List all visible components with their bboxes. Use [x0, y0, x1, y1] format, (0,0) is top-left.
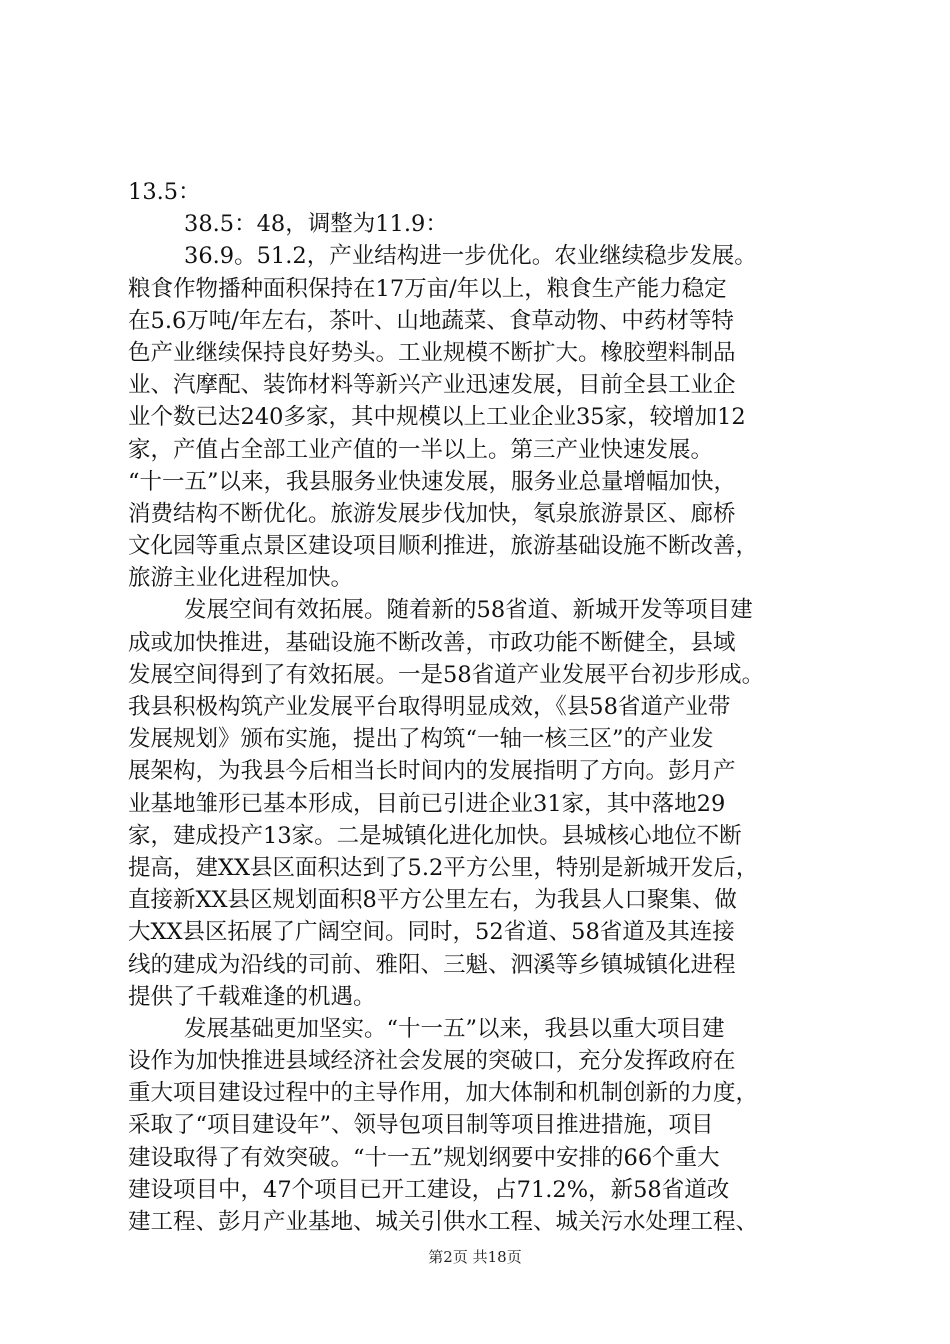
text-line: 大XX县区拓展了广阔空间。同时，52省道、58省道及其连接: [128, 919, 735, 946]
text-line: 发展基础更加坚实。“十一五”以来，我县以重大项目建: [184, 1015, 725, 1042]
text-line: 提供了千载难逢的机遇。: [128, 983, 376, 1010]
text-line: 设作为加快推进县域经济社会发展的突破口，充分发挥政府在: [128, 1048, 736, 1075]
text-line: 色产业继续保持良好势头。工业规模不断扩大。橡胶塑料制品: [128, 339, 736, 366]
text-line: 业、汽摩配、装饰材料等新兴产业迅速发展，目前全县工业企: [128, 372, 736, 399]
text-line: 旅游主业化进程加快。: [128, 565, 354, 592]
text-line: 我县积极构筑产业发展平台取得明显成效，《县58省道产业带: [128, 694, 731, 720]
text-line: 发展空间得到了有效拓展。一是58省道产业发展平台初步形成。: [128, 661, 765, 688]
text-line: 消费结构不断优化。旅游发展步伐加快，氡泉旅游景区、廊桥: [128, 500, 736, 527]
text-line: 线的建成为沿线的司前、雅阳、三魁、泗溪等乡镇城镇化进程: [128, 951, 736, 978]
text-line: 13.5：: [128, 179, 201, 205]
text-line: 38.5：48，调整为11.9：: [184, 211, 448, 238]
text-line: 文化园等重点景区建设项目顺利推进，旅游基础设施不断改善，: [128, 533, 759, 560]
text-line: 发展空间有效拓展。随着新的58省道、新城开发等项目建: [184, 597, 753, 624]
text-line: 粮食作物播种面积保持在17万亩/年以上，粮食生产能力稳定: [128, 275, 727, 302]
text-line: 建设项目中，47个项目已开工建设，占71.2%，新58省道改: [128, 1176, 730, 1203]
text-line: 36.9。51.2，产业结构进一步优化。农业继续稳步发展。: [184, 243, 757, 270]
text-line: 业基地雏形已基本形成，目前已引进企业31家，其中落地29: [128, 790, 726, 817]
text-line: 采取了“项目建设年”、领导包项目制等项目推进措施，项目: [128, 1112, 714, 1139]
text-line: 家，产值占全部工业产值的一半以上。第三产业快速发展。: [128, 436, 714, 463]
text-line: 家，建成投产13家。二是城镇化进化加快。县城核心地位不断: [128, 822, 742, 849]
text-line: 在5.6万吨/年左右，茶叶、山地蔬菜、食草动物、中药材等特: [128, 307, 734, 334]
text-line: 展架构，为我县今后相当长时间内的发展指明了方向。彭月产: [128, 758, 736, 785]
document-body: [128, 176, 840, 1238]
text-line: 发展规划》颁布实施，提出了构筑“一轴一核三区”的产业发: [128, 726, 714, 753]
text-line: 成或加快推进，基础设施不断改善，市政功能不断健全，县域: [128, 629, 736, 656]
text-line: 重大项目建设过程中的主导作用，加大体制和机制创新的力度，: [128, 1080, 759, 1107]
text-line: “十一五”以来，我县服务业快速发展，服务业总量增幅加快，: [128, 468, 737, 495]
text-line: 建设取得了有效突破。“十一五”规划纲要中安排的66个重大: [128, 1144, 720, 1171]
text-line: 直接新XX县区规划面积8平方公里左右，为我县人口聚集、做: [128, 887, 737, 914]
text-line: 建工程、彭月产业基地、城关引供水工程、城关污水处理工程、: [128, 1209, 759, 1235]
text-line: 提高，建XX县区面积达到了5.2平方公里，特别是新城开发后，: [128, 854, 759, 881]
page-number: 第2页 共18页: [428, 1248, 522, 1266]
text-line: 业个数已达240多家，其中规模以上工业企业35家，较增加12: [128, 404, 746, 431]
